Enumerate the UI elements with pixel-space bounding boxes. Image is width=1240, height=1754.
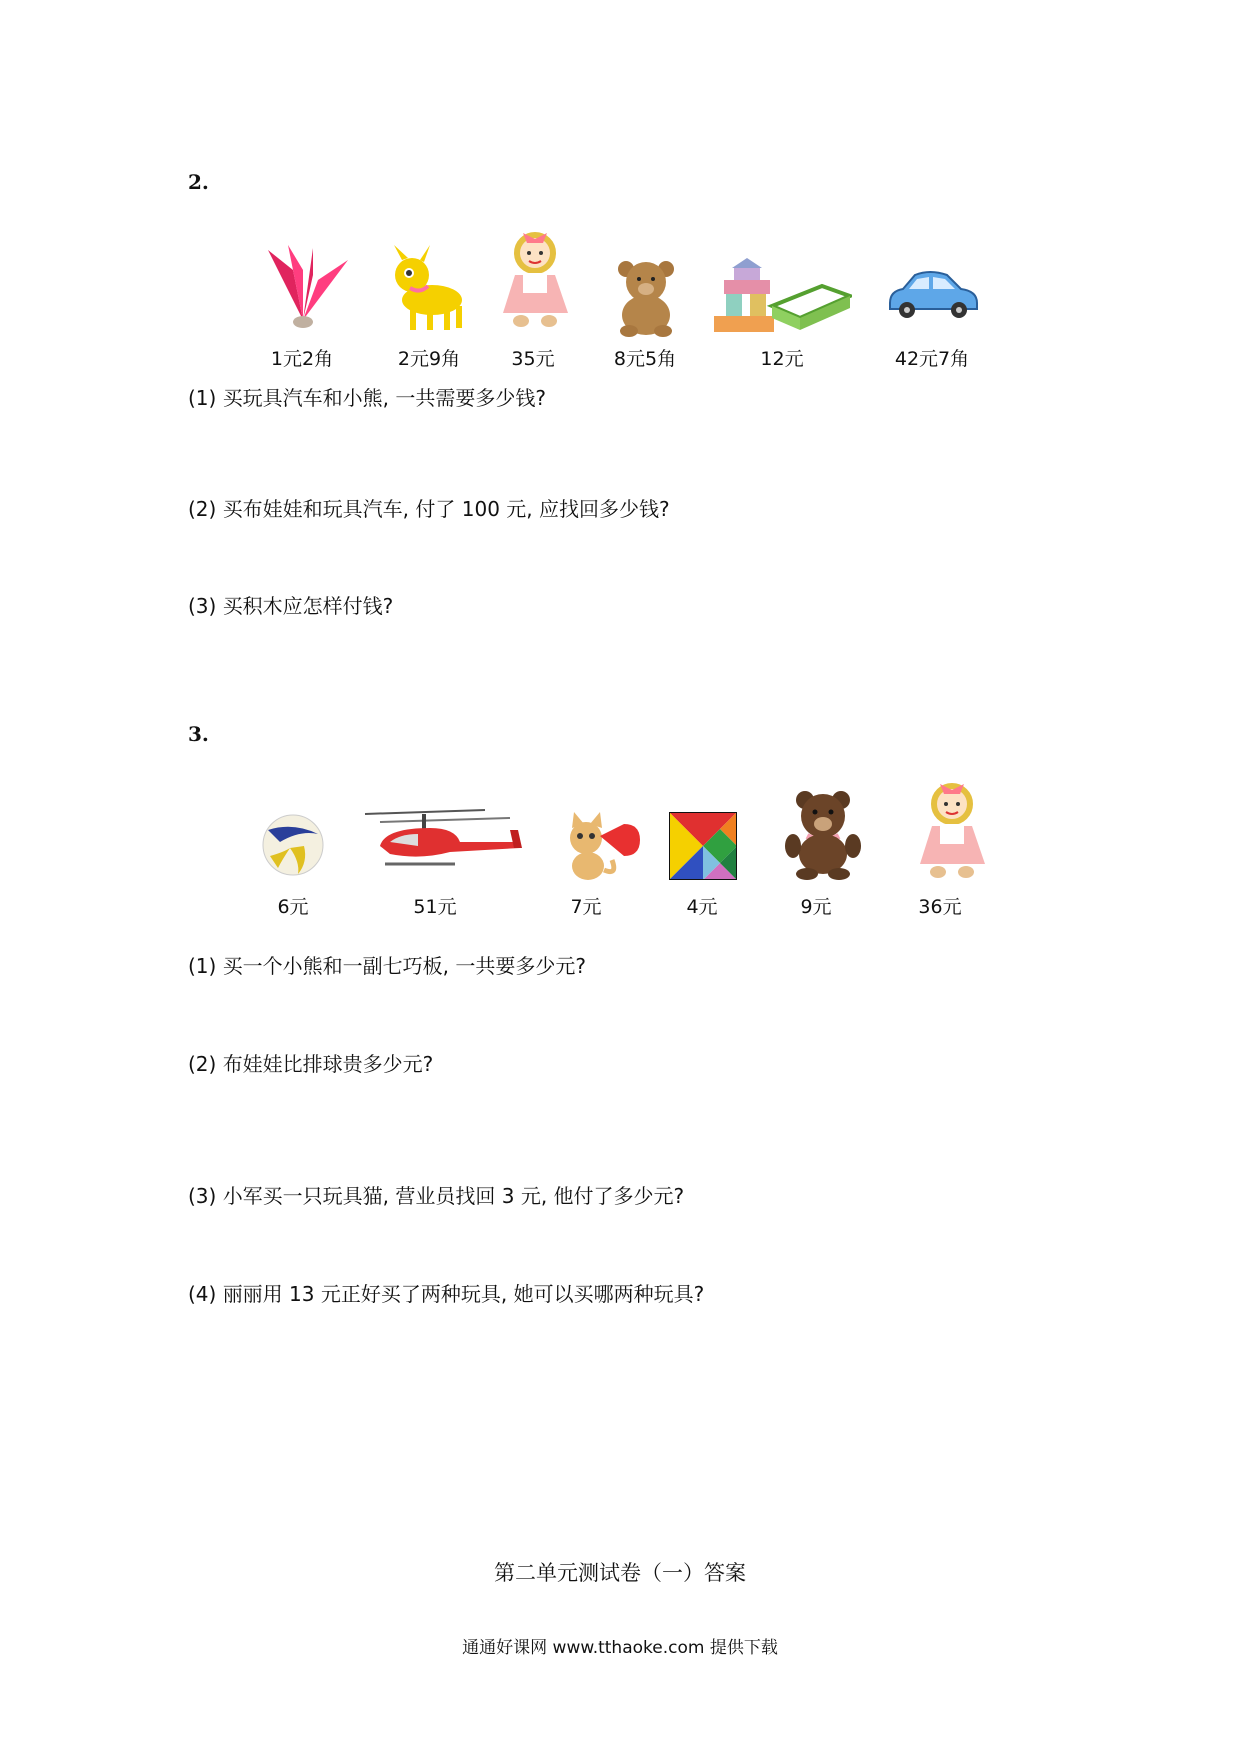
q3-price-6: 36元 — [918, 896, 962, 918]
q2-question-3: (3) 买积木应怎样付钱? — [188, 594, 394, 618]
q3-toy-cat — [553, 810, 648, 882]
building-blocks-icon — [712, 256, 852, 336]
brown-bear-icon — [779, 788, 867, 880]
q3-price-5: 9元 — [800, 896, 832, 918]
q2-price-6: 42元7角 — [894, 348, 970, 370]
q2-price-3: 35元 — [511, 348, 555, 370]
q3-toy-doll — [907, 776, 997, 886]
q2-toy-deer — [382, 240, 477, 335]
q3-toy-volleyball — [258, 812, 328, 878]
toy-car-icon — [885, 265, 980, 325]
q3-question-1: (1) 买一个小熊和一副七巧板, 一共要多少元? — [188, 954, 587, 978]
q3-price-1: 6元 — [277, 896, 309, 918]
q2-price-4: 8元5角 — [613, 348, 677, 370]
q3-question-4: (4) 丽丽用 13 元正好买了两种玩具, 她可以买哪两种玩具? — [188, 1282, 705, 1306]
volleyball-icon — [260, 812, 326, 878]
q2-toy-car — [885, 265, 980, 325]
deer-toy-icon — [382, 240, 477, 335]
q3-price-3: 7元 — [570, 896, 602, 918]
q3-price-2: 51元 — [413, 896, 457, 918]
q2-toy-teddy — [608, 257, 683, 337]
answer-section-title: 第二单元测试卷（一）答案 — [494, 1561, 746, 1585]
q2-question-1: (1) 买玩具汽车和小熊, 一共需要多少钱? — [188, 386, 547, 410]
q2-price-1: 1元2角 — [270, 348, 334, 370]
toy-cat-icon — [556, 810, 646, 882]
q3-price-4: 4元 — [686, 896, 718, 918]
q3-toy-helicopter — [360, 806, 525, 868]
q3-toy-brown-bear — [778, 788, 868, 880]
doll-icon — [493, 225, 578, 335]
q2-toy-doll — [490, 225, 580, 335]
q2-price-5: 12元 — [760, 348, 804, 370]
helicopter-icon — [360, 806, 525, 868]
doll-icon — [910, 776, 995, 886]
q3-toy-tangram — [668, 812, 738, 880]
q2-toy-blocks — [712, 256, 852, 336]
q2-question-2: (2) 买布娃娃和玩具汽车, 付了 100 元, 应找回多少钱? — [188, 497, 670, 521]
question-3-number: 3. — [188, 722, 209, 746]
q3-question-3: (3) 小军买一只玩具猫, 营业员找回 3 元, 他付了多少元? — [188, 1184, 685, 1208]
q3-question-2: (2) 布娃娃比排球贵多少元? — [188, 1052, 434, 1076]
source-watermark: 通通好课网 www.tthaoke.com 提供下载 — [462, 1638, 778, 1658]
q2-price-2: 2元9角 — [397, 348, 461, 370]
q2-toy-shuttlecock — [255, 240, 355, 335]
tangram-icon — [669, 812, 737, 880]
question-2-number: 2. — [188, 170, 209, 194]
teddy-bear-icon — [611, 257, 681, 337]
shuttlecock-icon — [258, 240, 353, 335]
